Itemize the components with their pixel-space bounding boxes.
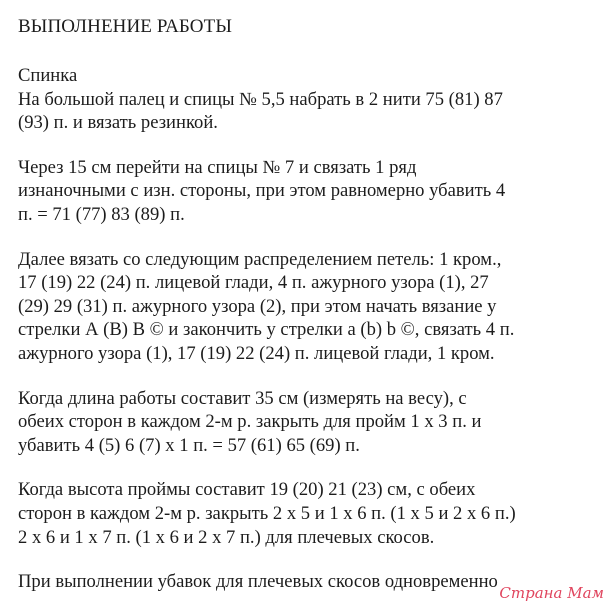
text-line: сторон в каждом 2-м р. закрыть 2 х 5 и 1 х 6 п. (1 х 5 и 2 х 6 п.) <box>18 502 516 524</box>
text-line: (93) п. и вязать резинкой. <box>18 112 218 134</box>
paragraph <box>18 64 598 135</box>
document-page <box>18 14 598 615</box>
document-heading: ВЫПОЛНЕНИЕ РАБОТЫ <box>18 16 232 37</box>
text-line: Когда длина работы составит 35 см (измерять на весу), с <box>18 387 467 409</box>
text-line: изнаночными с изн. стороны, при этом равномерно убавить 4 <box>18 180 506 202</box>
text-line: стрелки А (В) В © и закончить у стрелки а (b) b ©, связать 4 п. <box>18 319 515 341</box>
text-line: ажурного узора (1), 17 (19) 22 (24) п. лицевой глади, 1 кром. <box>18 342 495 364</box>
paragraph-list <box>18 64 598 594</box>
text-line: Спинка <box>18 65 78 86</box>
paragraph <box>18 387 598 458</box>
text-line: 2 х 6 и 1 х 7 п. (1 х 6 и 2 х 7 п.) для плечевых скосов. <box>18 526 435 548</box>
paragraph <box>18 156 598 227</box>
paragraph <box>18 478 598 549</box>
paragraph <box>18 248 598 366</box>
watermark-logo: Страна Мам <box>499 584 604 602</box>
text-line: При выполнении убавок для плечевых скосов одновременно <box>18 571 498 593</box>
text-line: (29) 29 (31) п. ажурного узора (2), при этом начать вязание у <box>18 295 497 317</box>
text-line: п. = 71 (77) 83 (89) п. <box>18 203 185 225</box>
text-line: убавить 4 (5) 6 (7) х 1 п. = 57 (61) 65 (69) п. <box>18 434 360 456</box>
text-line: Далее вязать со следующим распределением петель: 1 кром., <box>18 248 502 270</box>
text-line: обеих сторон в каждом 2-м р. закрыть для пройм 1 х 3 п. и <box>18 411 482 433</box>
text-line: На большой палец и спицы № 5,5 набрать в 2 нити 75 (81) 87 <box>18 88 503 110</box>
text-line: Через 15 см перейти на спицы № 7 и связать 1 ряд <box>18 156 417 178</box>
text-line: 17 (19) 22 (24) п. лицевой глади, 4 п. ажурного узора (1), 27 <box>18 272 489 294</box>
text-line: Когда высота проймы составит 19 (20) 21 (23) см, с обеих <box>18 479 476 501</box>
